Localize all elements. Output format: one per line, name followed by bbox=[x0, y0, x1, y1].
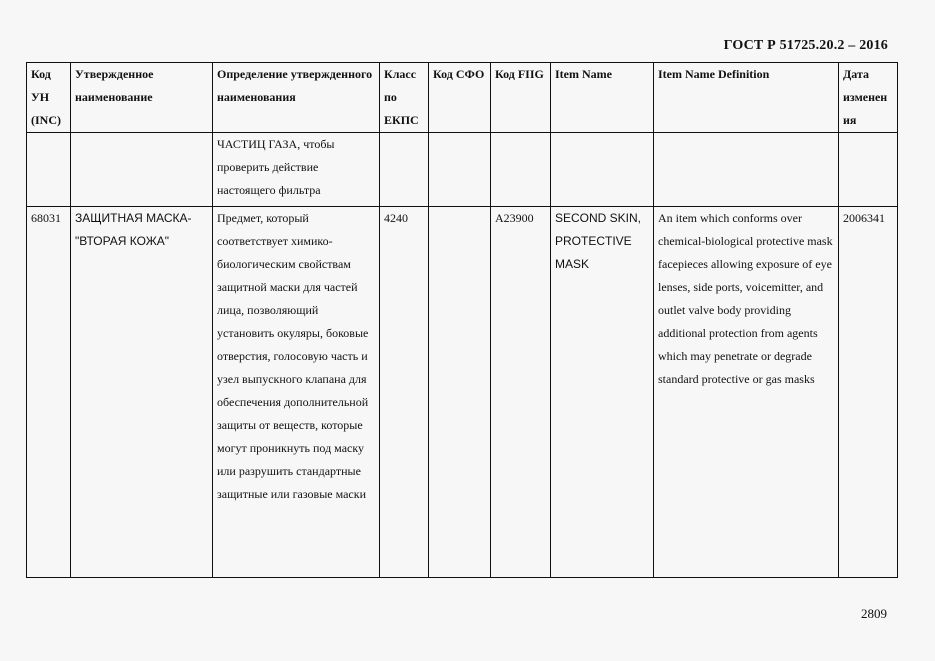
page-number: 2809 bbox=[861, 606, 887, 621]
cell-item-definition: An item which conforms over chemical-biological protective mask facepieces allowing exposure of eye lenses, side ports, voicemitter, and outlet valve body providing additional protection from agents which may penetrate or degrade standard protective or gas masks bbox=[654, 207, 839, 578]
cell-item-name bbox=[551, 133, 654, 207]
cell-item-name: SECOND SKIN, PROTECTIVE MASK bbox=[551, 207, 654, 578]
cell-date: 2006341 bbox=[839, 207, 898, 578]
col-header-item-definition: Item Name Definition bbox=[654, 63, 839, 133]
cell-definition: Предмет, который соответствует химико-биологическим свойствам защитной маски для частей лица, позволяющий установить окуляры, боковые отверстия, голосовую часть и узел выпускного клапана для обеспечения дополнительной защиты от веществ, которые могут проникнуть под маску или разрушить стандартные защитные или газовые маски bbox=[213, 207, 380, 578]
col-header-ekps: Класс по ЕКПС bbox=[380, 63, 429, 133]
cell-inc bbox=[27, 133, 71, 207]
col-header-date: Дата изменения bbox=[839, 63, 898, 133]
table-header-row bbox=[27, 63, 898, 133]
cell-inc: 68031 bbox=[27, 207, 71, 578]
col-header-definition: Определение утвержденного наименования bbox=[213, 63, 380, 133]
cell-sfo bbox=[429, 133, 491, 207]
cell-date bbox=[839, 133, 898, 207]
col-header-item-name: Item Name bbox=[551, 63, 654, 133]
cell-ekps bbox=[380, 133, 429, 207]
col-header-sfo: Код СФО bbox=[429, 63, 491, 133]
col-header-name: Утвержденное наименование bbox=[71, 63, 213, 133]
document-code: ГОСТ Р 51725.20.2 – 2016 bbox=[723, 38, 888, 53]
table-row bbox=[27, 133, 898, 207]
cell-definition: ЧАСТИЦ ГАЗА, чтобы проверить действие настоящего фильтра bbox=[213, 133, 380, 207]
cell-sfo bbox=[429, 207, 491, 578]
cell-ekps: 4240 bbox=[380, 207, 429, 578]
cell-name bbox=[71, 133, 213, 207]
cell-fiig: A23900 bbox=[491, 207, 551, 578]
catalog-table bbox=[26, 62, 898, 578]
cell-item-definition bbox=[654, 133, 839, 207]
cell-name: ЗАЩИТНАЯ МАСКА-"ВТОРАЯ КОЖА" bbox=[71, 207, 213, 578]
cell-fiig bbox=[491, 133, 551, 207]
col-header-inc: Код УН (INC) bbox=[27, 63, 71, 133]
col-header-fiig: Код FIIG bbox=[491, 63, 551, 133]
table-row bbox=[27, 207, 898, 578]
